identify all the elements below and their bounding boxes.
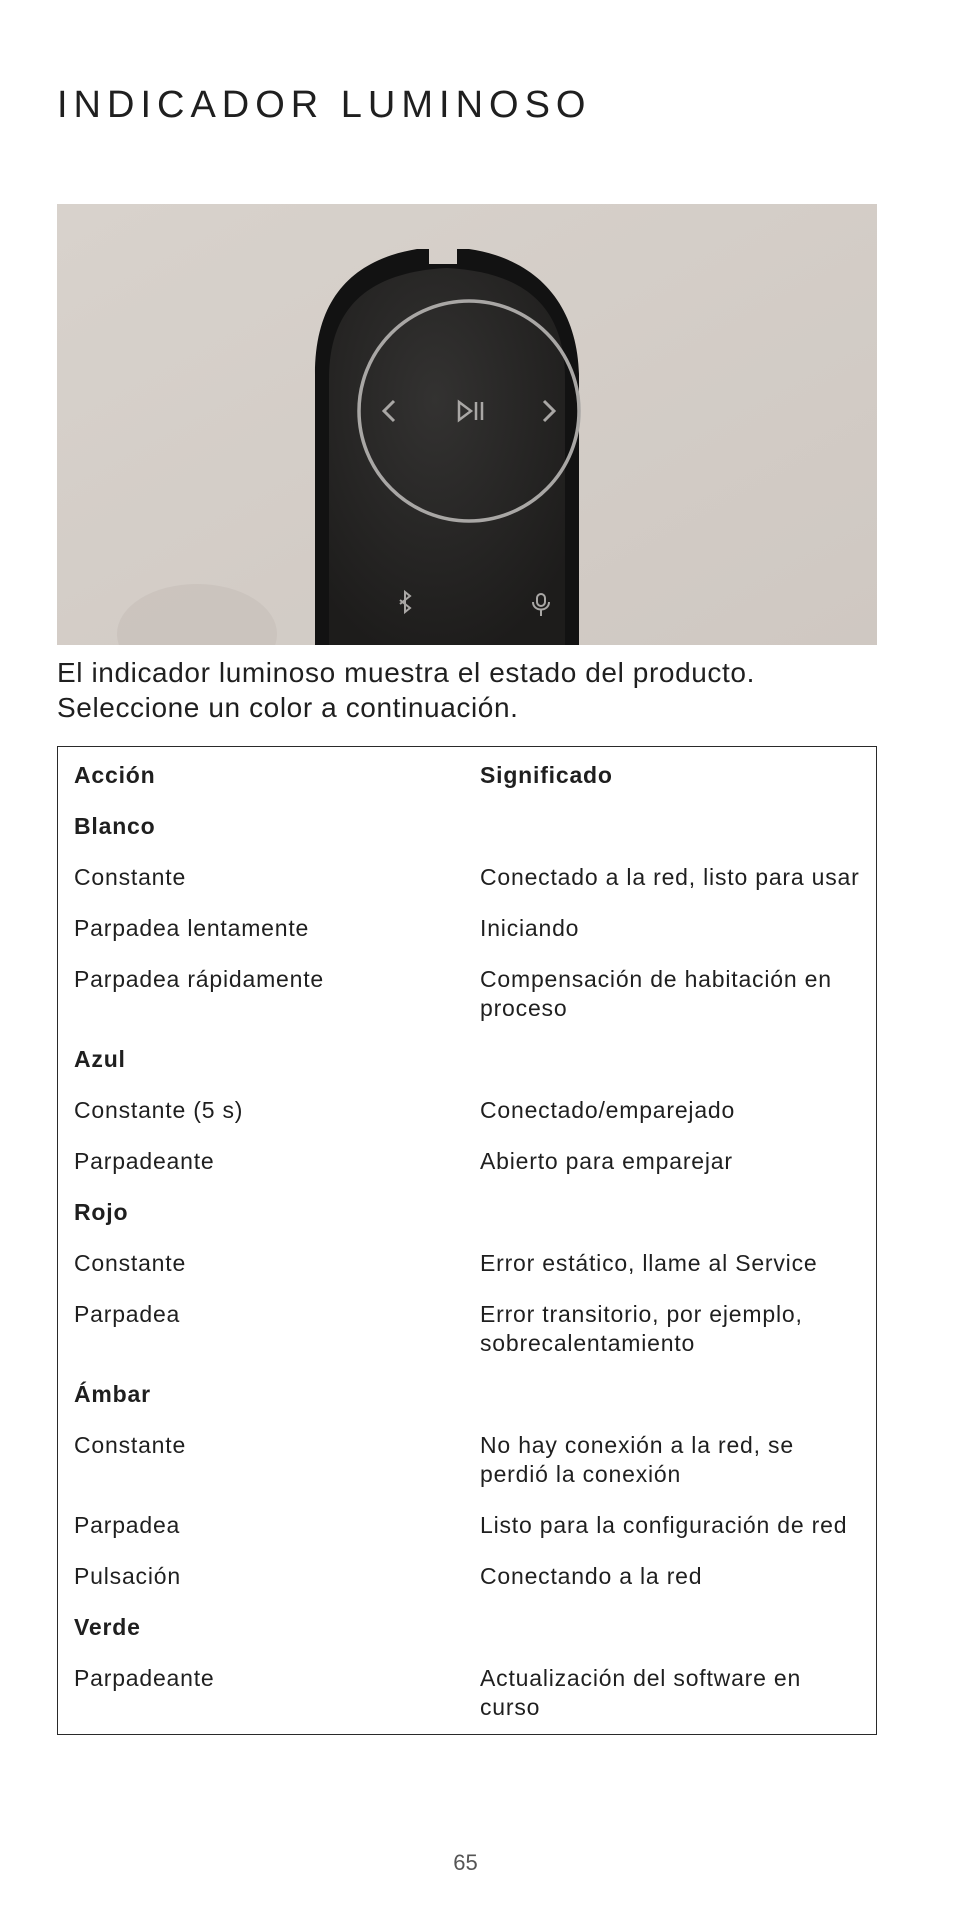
table-row	[58, 1499, 877, 1550]
meaning-cell: Error estático, llame al Service	[480, 1250, 818, 1276]
action-cell: Parpadeante	[74, 1665, 215, 1691]
color-group-label: Azul	[74, 1046, 126, 1072]
table-header-row	[58, 747, 877, 801]
intro-text: El indicador luminoso muestra el estado del producto. Seleccione un color a continuación.	[57, 657, 755, 723]
action-cell: Constante	[74, 1250, 187, 1276]
action-cell: Parpadea rápidamente	[74, 966, 324, 992]
meaning-cell: Compensación de habitación en proceso	[480, 966, 832, 1021]
action-cell: Constante	[74, 864, 187, 890]
table-row	[58, 1237, 877, 1288]
meaning-cell: Listo para la configuración de red	[480, 1512, 848, 1538]
meaning-cell: Error transitorio, por ejemplo, sobrecalentamiento	[480, 1301, 803, 1356]
table-row	[58, 902, 877, 953]
action-cell: Parpadea	[74, 1301, 181, 1327]
action-cell: Pulsación	[74, 1563, 181, 1589]
color-group-label: Verde	[74, 1614, 141, 1640]
action-cell: Parpadea	[74, 1512, 181, 1538]
product-photo	[57, 204, 877, 645]
action-cell: Constante	[74, 1432, 187, 1458]
table-row	[58, 1652, 877, 1735]
page-number: 65	[453, 1850, 478, 1875]
meaning-cell: Abierto para emparejar	[480, 1148, 733, 1174]
meaning-cell: Iniciando	[480, 915, 580, 941]
meaning-cell: Conectado a la red, listo para usar	[480, 864, 860, 890]
meaning-cell: Conectando a la red	[480, 1563, 703, 1589]
meaning-cell: Conectado/emparejado	[480, 1097, 736, 1123]
action-cell: Parpadea lentamente	[74, 915, 310, 941]
indicator-table-body	[58, 747, 877, 1735]
action-cell: Constante (5 s)	[74, 1097, 244, 1123]
table-row	[58, 1288, 877, 1368]
table-row	[58, 1550, 877, 1601]
table-row	[58, 953, 877, 1033]
color-group-row	[58, 800, 877, 851]
action-cell: Parpadeante	[74, 1148, 215, 1174]
color-group-label: Ámbar	[74, 1381, 151, 1407]
color-group-row	[58, 1186, 877, 1237]
meaning-cell: No hay conexión a la red, se perdió la conexión	[480, 1432, 794, 1487]
header-action: Acción	[74, 762, 156, 788]
table-row	[58, 1135, 877, 1186]
table-row	[58, 1419, 877, 1499]
color-group-label: Rojo	[74, 1199, 129, 1225]
page-title: INDICADOR LUMINOSO	[57, 84, 592, 126]
table-row	[58, 1084, 877, 1135]
indicator-table	[57, 746, 877, 1735]
color-group-row	[58, 1601, 877, 1652]
header-meaning: Significado	[480, 762, 613, 788]
meaning-cell: Actualización del software en curso	[480, 1665, 802, 1720]
color-group-row	[58, 1033, 877, 1084]
color-group-row	[58, 1368, 877, 1419]
table-row	[58, 851, 877, 902]
color-group-label: Blanco	[74, 813, 156, 839]
